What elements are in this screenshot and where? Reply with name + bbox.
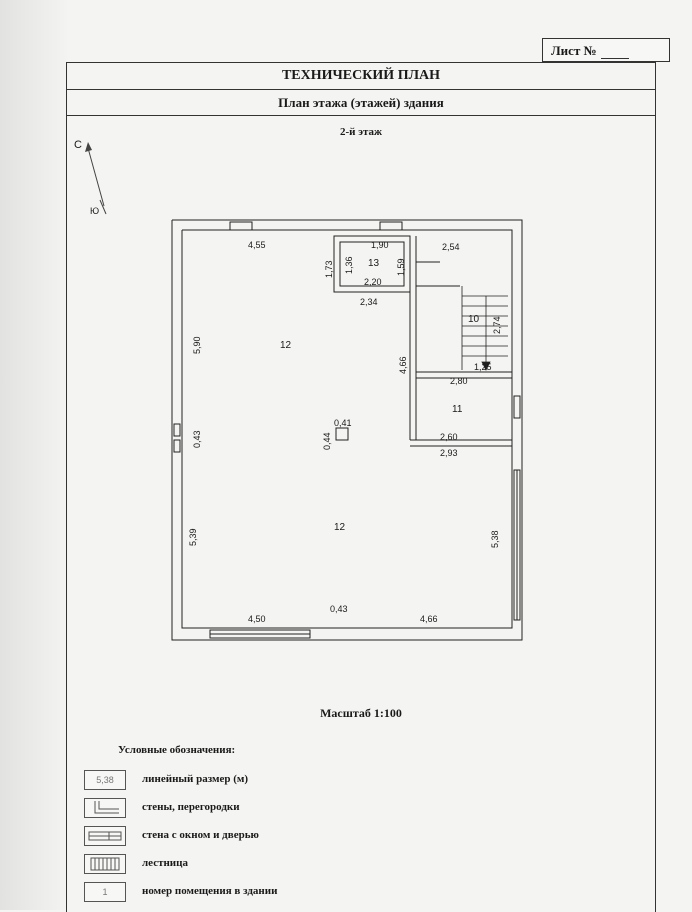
room-number-12-upper: 12 (280, 340, 292, 351)
document-title: ТЕХНИЧЕСКИЙ ПЛАН (66, 62, 656, 90)
dim-label: 4,66 (398, 356, 408, 374)
dim-label: 1,25 (474, 362, 492, 372)
room-number-13: 13 (368, 258, 380, 269)
window-door-sample-icon (84, 826, 126, 846)
dim-label: 4,50 (248, 614, 266, 624)
legend-title: Условные обозначения: (118, 744, 236, 756)
partition-walls (334, 236, 512, 446)
compass-south-mark: Ю (90, 206, 100, 216)
dim-label: 2,93 (440, 448, 458, 458)
outer-walls (172, 220, 522, 640)
dim-label: 0,44 (322, 432, 332, 450)
dimension-sample-icon: 5,38 (84, 770, 126, 790)
dim-label: 5,39 (188, 528, 198, 546)
room-number-10: 10 (468, 314, 480, 325)
window-marks (174, 222, 520, 638)
dim-label: 2,34 (360, 297, 378, 307)
stair-sample-icon (84, 854, 126, 874)
dim-label: 4,66 (420, 614, 438, 624)
dim-label: 0,43 (192, 430, 202, 448)
legend-item (84, 770, 584, 792)
legend-label: стена с окном и дверью (142, 829, 259, 841)
room-number-12-lower: 12 (334, 522, 346, 533)
dim-label: 2,54 (442, 242, 460, 252)
wall-sample-icon (84, 798, 126, 818)
legend-item (84, 798, 584, 820)
dim-label: 2,80 (450, 376, 468, 386)
dim-label: 0,41 (334, 418, 352, 428)
legend-item (84, 826, 584, 848)
dim-label: 0,43 (330, 604, 348, 614)
dim-label: 1,90 (371, 240, 389, 250)
legend-item (84, 882, 584, 904)
dim-label: 5,38 (490, 530, 500, 548)
legend-label: стены, перегородки (142, 801, 240, 813)
dim-label: 2,74 (492, 316, 502, 334)
dim-label: 2,60 (440, 432, 458, 442)
document-subtitle: План этажа (этажей) здания (66, 90, 656, 116)
floor-label: 2-й этаж (339, 126, 383, 138)
dim-label: 2,20 (364, 277, 382, 287)
legend-label: линейный размер (м) (142, 773, 249, 785)
dim-label: 4,55 (248, 240, 266, 250)
north-compass-icon (74, 139, 106, 216)
room-number-sample-icon: 1 (84, 882, 126, 902)
dim-label: 1,59 (396, 258, 406, 276)
dim-label: 1,73 (324, 260, 334, 278)
legend-label: номер помещения в здании (142, 885, 278, 897)
scale-label: Масштаб 1:100 (320, 706, 402, 720)
legend-item (84, 854, 584, 876)
room-number-11: 11 (452, 404, 463, 415)
dim-label: 5,90 (192, 336, 202, 354)
compass-north-label: С (74, 139, 82, 151)
legend-label: лестница (142, 857, 188, 869)
dim-label: 1,36 (344, 256, 354, 274)
sheet-number-text: Лист № (551, 43, 597, 58)
